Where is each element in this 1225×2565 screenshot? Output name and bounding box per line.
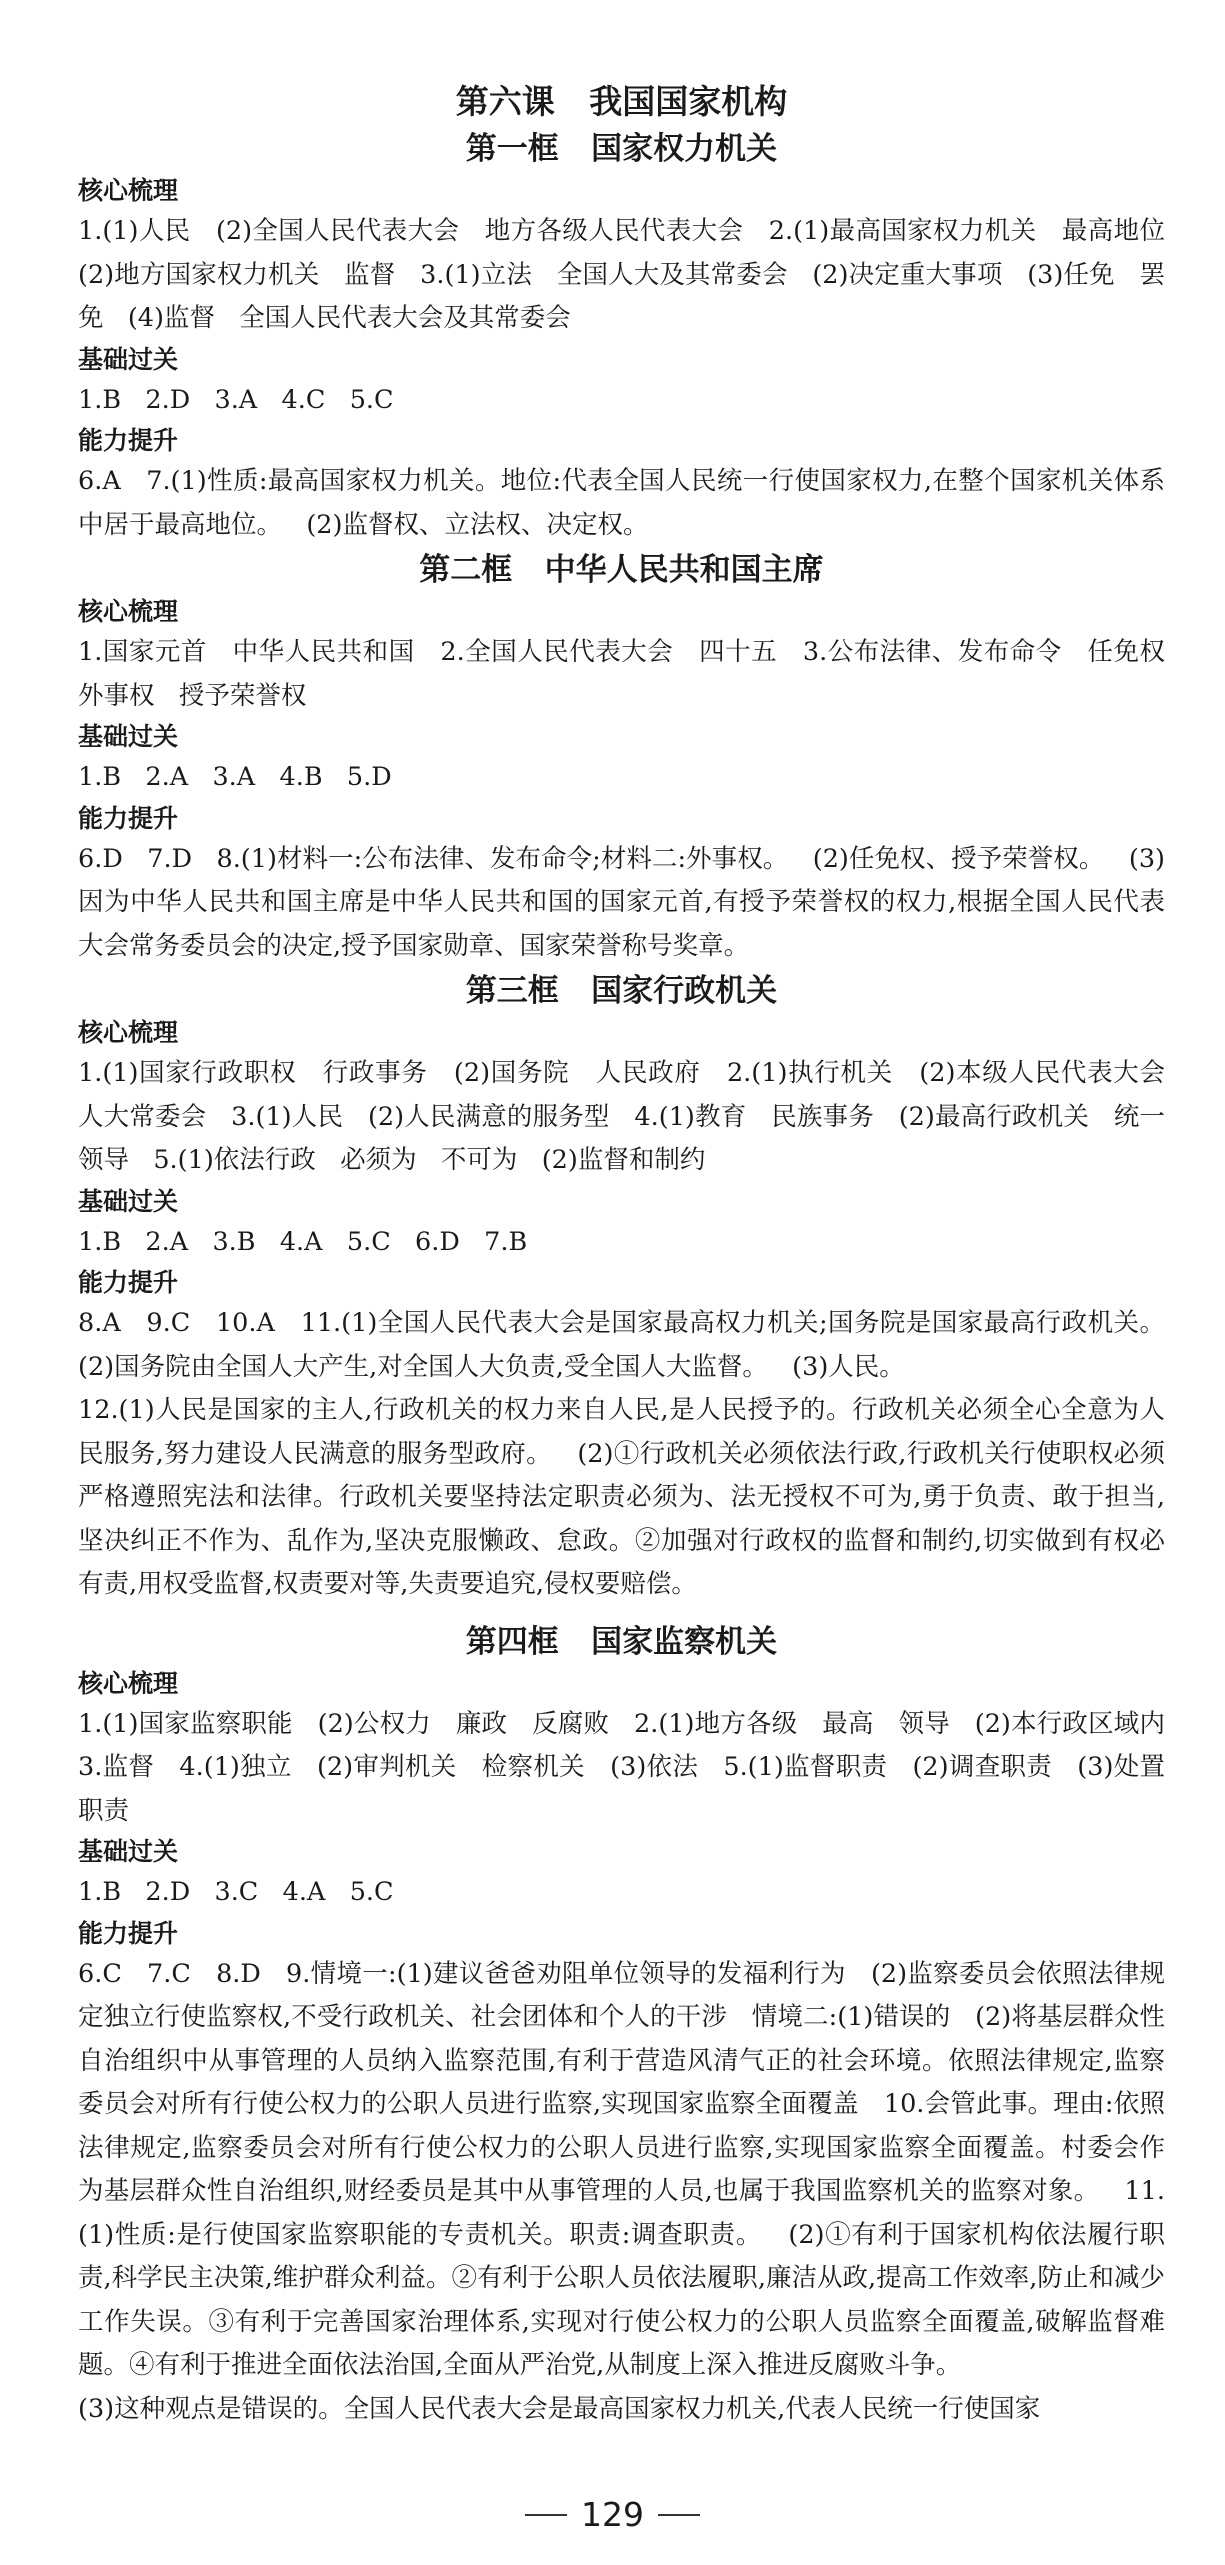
block-heading: 基础过关 [78,1186,179,1216]
block-heading: 基础过关 [78,1837,179,1866]
page-footer [0,2495,1225,2535]
footer-dash-left [525,2514,567,2516]
section-title: 第二框 中华人民共和国主席 [419,552,824,588]
block-text: 8.A 9.C 10.A 11.(1)全国人民代表大会是国家最高权力机关;国务院是国家最高行政机关。 (2)国务院由全国人大产生,对全国人大负责,受全国人大监督。 (3)人民。 12.(1)人民是国家的主人,行政机关的权力来自人民,是人民授予的。行政机关必须全心全意为人民服务,努力建设人民满意的服务型政府。 (2)①行政机关必须依法行政,行政机关行使职权必须严格遵照宪法和法律。行政机关要坚持法定职责必须为、法无授权不可为,勇于负责、敢于担当,坚决纠正不作为、乱作为,坚决克服懒政、怠政。②加强对行政权的监督和制约,切实做到有权必有责,用权受监督,权责要对等,失责要追究,侵权要赔偿。 [78,1308,1165,1599]
block-heading: 核心梳理 [78,597,179,626]
block-heading: 能力提升 [78,1268,179,1297]
footer-dash-right [658,2514,700,2516]
lesson-title: 第六课 我国国家机构 [455,82,788,121]
block-text: 1.(1)国家行政职权 行政事务 (2)国务院 人民政府 2.(1)执行机关 (2)本级人民代表大会 人大常委会 3.(1)人民 (2)人民满意的服务型 4.(1)教育 民族事务 (2)最高行政机关 统一领导 5.(1)依法行政 必须为 不可为 (2)监督和制约 [78,1058,1190,1175]
block-heading: 能力提升 [78,1918,179,1948]
section-title: 第三框 国家行政机关 [465,973,778,1009]
block-text: 6.A 7.(1)性质:最高国家权力机关。地位:代表全国人民统一行使国家权力,在整个国家机关体系中居于最高地位。 (2)监督权、立法权、决定权。 [78,466,1165,540]
section-title: 第一框 国家权力机关 [465,131,778,167]
block-text: 1.B 2.D 3.A 4.C 5.C [78,384,394,415]
block-heading: 核心梳理 [78,176,179,205]
block-text: 1.B 2.A 3.A 4.B 5.D [78,762,392,792]
page-number: 129 [581,2495,644,2534]
section-title: 第四框 国家监察机关 [465,1623,778,1660]
block-text: 6.D 7.D 8.(1)材料一:公布法律、发布命令;材料二:外事权。 (2)任免权、授予荣誉权。 (3)因为中华人民共和国主席是中华人民共和国的国家元首,有授予荣誉权的权力,根据全国人民代表大会常务委员会的决定,授予国家勋章、国家荣誉称号奖章。 [78,843,1165,961]
block-heading: 能力提升 [78,426,179,455]
block-text: 1.B 2.D 3.C 4.A 5.C [78,1877,394,1907]
block-text: 1.(1)人民 (2)全国人民代表大会 地方各级人民代表大会 2.(1)最高国家权力机关 最高地位 (2)地方国家权力机关 监督 3.(1)立法 全国人大及其常委会 (2)决定重大事项 (3)任免 罢免 (4)监督 全国人民代表大会及其常委会 [78,216,1190,333]
block-heading: 基础过关 [78,344,179,374]
block-heading: 基础过关 [78,722,179,751]
block-text: 1.(1)国家监察职能 (2)公权力 廉政 反腐败 2.(1)地方各级 最高 领导 (2)本行政区域内 3.监督 4.(1)独立 (2)审判机关 检察机关 (3)依法 5.(1)监督职责 (2)调查职责 (3)处置职责 [78,1708,1190,1826]
block-heading: 核心梳理 [78,1018,179,1047]
block-text: 6.C 7.C 8.D 9.情境一:(1)建议爸爸劝阻单位领导的发福利行为 (2)监察委员会依照法律规定独立行使监察权,不受行政机关、社会团体和个人的干涉 情境二:(1)错误的 (2)将基层群众性自治组织中从事管理的人员纳入监察范围,有利于营造风清气正的社会环境。依照法律规定,监察委员会对所有行使公权力的公职人员进行监察,实现国家监察全面覆盖 10.会管此事。理由:依照法律规定,监察委员会对所有行使公权力的公职人员进行监察,实现国家监察全面覆盖。村委会作为基层群众性自治组织,财经委员是其中从事管理的人员,也属于我国监察机关的监察对象。 11.(1)性质:是行使国家监察职能的专责机关。职责:调查职责。 (2)①有利于国家机构依法履行职责,科学民主决策,维护群众利益。②有利于公职人员依法履职,廉洁从政,提高工作效率,防止和减少工作失误。③有利于完善国家治理体系,实现对行使公权力的公职人员监察全面覆盖,破解监督难题。④有利于推进全面依法治国,全面从严治党,从制度上深入推进反腐败斗争。 (3)这种观点是错误的。全国人民代表大会是最高国家权力机关,代表人民统一行使国家 [78,1958,1165,2424]
block-heading: 能力提升 [78,803,179,833]
block-heading: 核心梳理 [78,1668,179,1698]
block-text: 1.国家元首 中华人民共和国 2.全国人民代表大会 四十五 3.公布法律、发布命令 任免权 外事权 授予荣誉权 [78,637,1190,711]
block-text: 1.B 2.A 3.B 4.A 5.C 6.D 7.B [78,1226,528,1257]
